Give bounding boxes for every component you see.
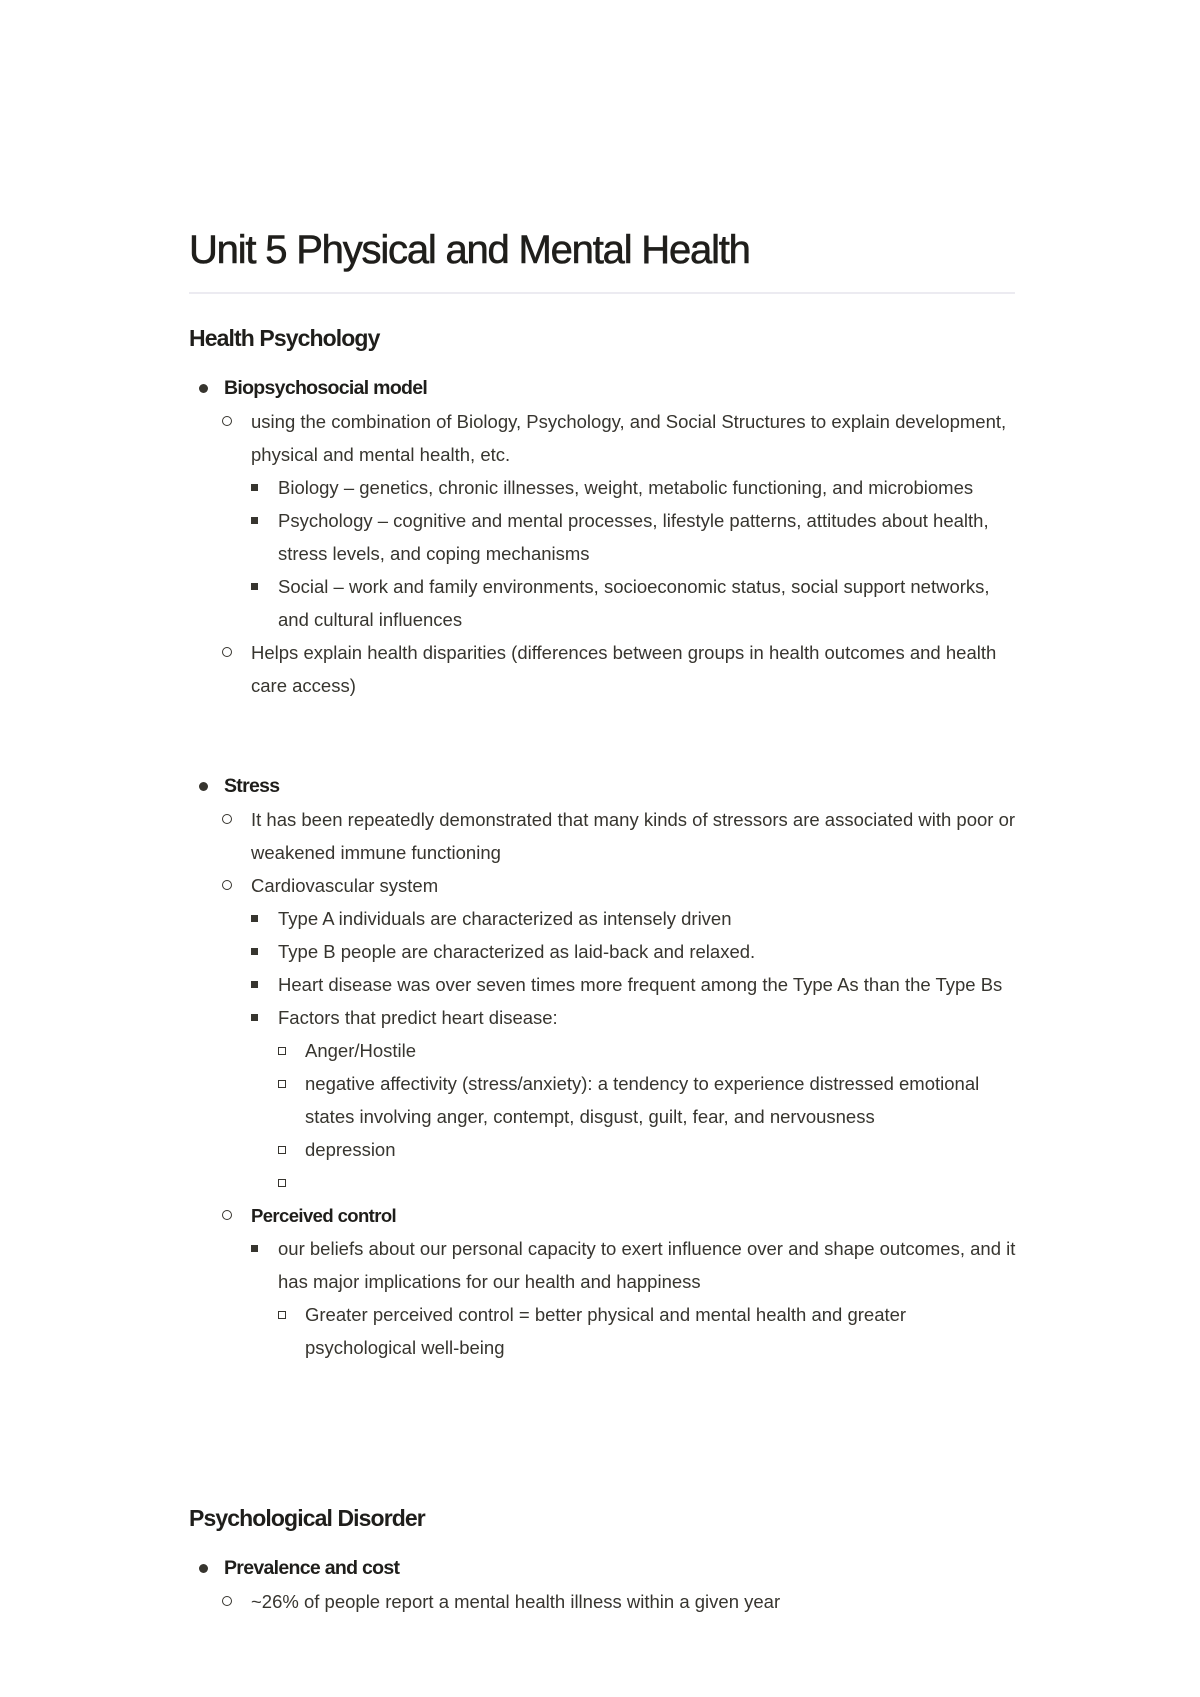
section-heading-psychological-disorder: Psychological Disorder <box>189 1505 425 1531</box>
list-item: using the combination of Biology, Psychology, and Social Structures to explain development, physical and mental health, etc. <box>189 405 1019 471</box>
bullet-circle-icon <box>222 416 232 426</box>
list-item: Type A individuals are characterized as intensely driven <box>189 902 1019 935</box>
list-item-cardiovascular-system: Cardiovascular system <box>189 869 1019 902</box>
bullet-disc-icon <box>199 782 208 791</box>
bullet-square-icon <box>251 517 258 524</box>
bullet-square-icon <box>251 1245 258 1252</box>
list-item-biopsychosocial-model: Biopsychosocial model <box>189 372 1019 405</box>
section-heading-health-psychology: Health Psychology <box>189 325 380 351</box>
bullet-square-icon <box>251 583 258 590</box>
stress-list <box>189 770 1019 1364</box>
list-item-prevalence-and-cost: Prevalence and cost <box>189 1552 1019 1585</box>
bullet-square-icon <box>251 948 258 955</box>
bullet-hollow-square-icon <box>278 1047 286 1055</box>
bullet-hollow-square-icon <box>278 1311 286 1319</box>
bullet-hollow-square-icon <box>278 1146 286 1154</box>
health-psychology-list <box>189 372 1019 702</box>
list-item: Social – work and family environments, socioeconomic status, social support networks, and cultural influences <box>189 570 1019 636</box>
list-item: Heart disease was over seven times more frequent among the Type As than the Type Bs <box>189 968 1019 1001</box>
bullet-square-icon <box>251 484 258 491</box>
bullet-hollow-square-icon <box>278 1179 286 1187</box>
list-item: ~26% of people report a mental health illness within a given year <box>189 1585 1019 1618</box>
psychological-disorder-list <box>189 1552 1019 1618</box>
list-item: Biology – genetics, chronic illnesses, weight, metabolic functioning, and microbiomes <box>189 471 1019 504</box>
list-item: It has been repeatedly demonstrated that many kinds of stressors are associated with poor or weakened immune functioning <box>189 803 1019 869</box>
bullet-square-icon <box>251 1014 258 1021</box>
list-item: Anger/Hostile <box>189 1034 1019 1067</box>
list-item-perceived-control: Perceived control <box>189 1199 1019 1232</box>
list-item: negative affectivity (stress/anxiety): a tendency to experience distressed emotional states involving anger, contempt, disgust, guilt, fear, and nervousness <box>189 1067 1019 1133</box>
bullet-circle-icon <box>222 1210 232 1220</box>
list-item: Psychology – cognitive and mental processes, lifestyle patterns, attitudes about health, stress levels, and coping mechanisms <box>189 504 1019 570</box>
bullet-circle-icon <box>222 1596 232 1606</box>
bullet-circle-icon <box>222 880 232 890</box>
bullet-disc-icon <box>199 384 208 393</box>
bullet-square-icon <box>251 915 258 922</box>
list-item: Type B people are characterized as laid-back and relaxed. <box>189 935 1019 968</box>
bullet-disc-icon <box>199 1564 208 1573</box>
list-item-empty <box>189 1166 1019 1199</box>
list-item: depression <box>189 1133 1019 1166</box>
bullet-circle-icon <box>222 647 232 657</box>
list-item: Helps explain health disparities (differences between groups in health outcomes and health care access) <box>189 636 1019 702</box>
bullet-hollow-square-icon <box>278 1080 286 1088</box>
list-item-stress: Stress <box>189 770 1019 803</box>
list-item: Greater perceived control = better physical and mental health and greater psychological well-being <box>189 1298 1019 1364</box>
bullet-circle-icon <box>222 814 232 824</box>
title-divider <box>189 292 1015 294</box>
list-item: Factors that predict heart disease: <box>189 1001 1019 1034</box>
list-item: our beliefs about our personal capacity to exert influence over and shape outcomes, and it has major implications for our health and happiness <box>189 1232 1019 1298</box>
bullet-square-icon <box>251 981 258 988</box>
page-title: Unit 5 Physical and Mental Health <box>189 228 750 272</box>
